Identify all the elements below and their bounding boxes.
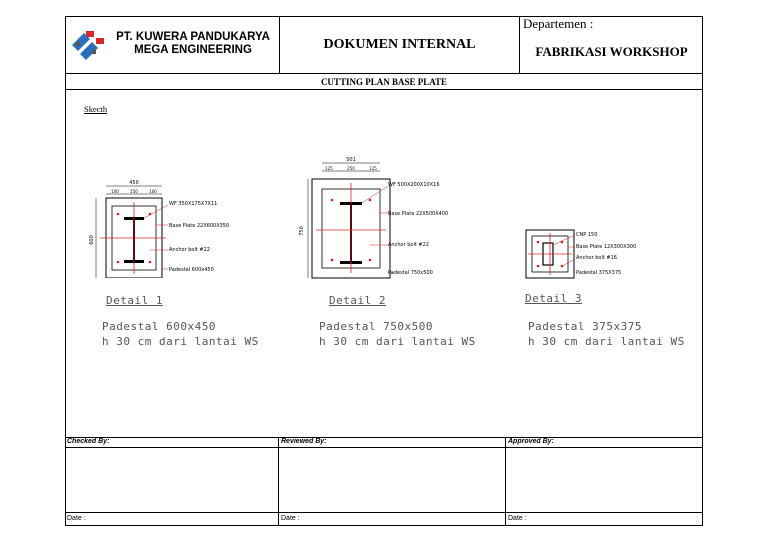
detail-1-anchor-bolt <box>117 213 120 216</box>
detail-1-sub-dim-c: 100 <box>149 189 157 194</box>
detail-1-desc-2: h 30 cm dari lantai WS <box>102 335 259 348</box>
detail-3-desc-1: Padestal 375x375 <box>528 320 642 333</box>
detail-1-note: Base Plate 22X600X350 <box>169 223 230 229</box>
detail-1-top-dim: 450 <box>129 180 139 186</box>
detail-2-anchor-bolt <box>331 259 334 262</box>
signature-label-line <box>65 447 703 448</box>
document-title: DOKUMEN INTERNAL <box>323 37 476 52</box>
department-label: Departemen : <box>523 16 594 31</box>
plan-title-bottom-line <box>65 89 703 90</box>
detail-2-title: Detail 2 <box>329 294 386 307</box>
department-name: FABRIKASI WORKSHOP <box>535 44 688 59</box>
detail-2-note: Anchor bolt #22 <box>388 242 429 248</box>
detail-3-note: Anchor bolt #16 <box>576 255 617 261</box>
signature-top-line <box>65 437 703 438</box>
detail-1-anchor-bolt <box>149 261 152 264</box>
detail-1-side-dim: 600 <box>89 235 95 245</box>
detail-1-title: Detail 1 <box>106 294 163 307</box>
checked-by-label: Checked By: <box>67 438 110 445</box>
detail-3-title: Detail 3 <box>525 292 582 305</box>
plan-title: CUTTING PLAN BASE PLATE <box>320 77 448 87</box>
detail-1-sub-dim-b: 250 <box>130 189 138 194</box>
approved-by-label: Approved By: <box>508 438 554 445</box>
detail-1-sub-dim-a: 100 <box>111 189 119 194</box>
detail-2-sub-dim-a: 125 <box>325 166 333 171</box>
signature-divider-1 <box>278 437 279 526</box>
detail-2-desc-1: Padestal 750x500 <box>319 320 433 333</box>
date-line <box>65 512 703 513</box>
detail-1-note: Anchor bolt #22 <box>169 247 210 253</box>
company-name-line1: PT. KUWERA PANDUKARYA <box>116 31 270 43</box>
detail-1-note: Padestal 600x450 <box>169 267 214 273</box>
detail-3-note: Base Plate 12X300X300 <box>576 244 637 250</box>
detail-3-anchor-bolt <box>537 265 540 268</box>
detail-2-anchor-bolt <box>369 259 372 262</box>
detail-2-top-dim: 501 <box>346 157 356 163</box>
detail-2-anchor-bolt <box>369 199 372 202</box>
detail-2-desc-2: h 30 cm dari lantai WS <box>319 335 476 348</box>
detail-3-note: CNP 150 <box>576 232 598 238</box>
detail-2-anchor-bolt <box>331 199 334 202</box>
reviewed-by-label: Reviewed By: <box>281 438 327 445</box>
detail-1-anchor-bolt <box>117 261 120 264</box>
header-bottom-line <box>65 73 703 74</box>
detail-3-drawing <box>522 225 672 280</box>
company-name-line2: MEGA ENGINEERING <box>134 44 252 56</box>
detail-1-desc-1: Padestal 600x450 <box>102 320 216 333</box>
checked-date-label: Date : <box>67 515 86 522</box>
signature-divider-2 <box>505 437 506 526</box>
detail-2-sub-dim-b: 250 <box>347 166 355 171</box>
sketch-label: Skecth <box>84 104 108 114</box>
detail-2-note: WF 500X200X10X16 <box>388 182 440 188</box>
detail-1-note: WF 350X175X7X11 <box>169 201 218 207</box>
company-logo <box>70 28 106 62</box>
detail-3-desc-2: h 30 cm dari lantai WS <box>528 335 685 348</box>
detail-3-anchor-bolt <box>537 241 540 244</box>
reviewed-date-label: Date : <box>281 515 300 522</box>
detail-2-note: Base Plate 22X500X400 <box>388 211 449 217</box>
detail-2-note: Padestal 750x500 <box>388 270 433 276</box>
approved-date-label: Date : <box>508 515 527 522</box>
detail-2-sub-dim-c: 125 <box>369 166 377 171</box>
detail-1-drawing <box>86 178 256 278</box>
detail-3-note: Padestal 375X375 <box>576 270 622 276</box>
detail-2-drawing <box>298 155 468 280</box>
detail-2-side-dim: 750 <box>299 226 305 236</box>
